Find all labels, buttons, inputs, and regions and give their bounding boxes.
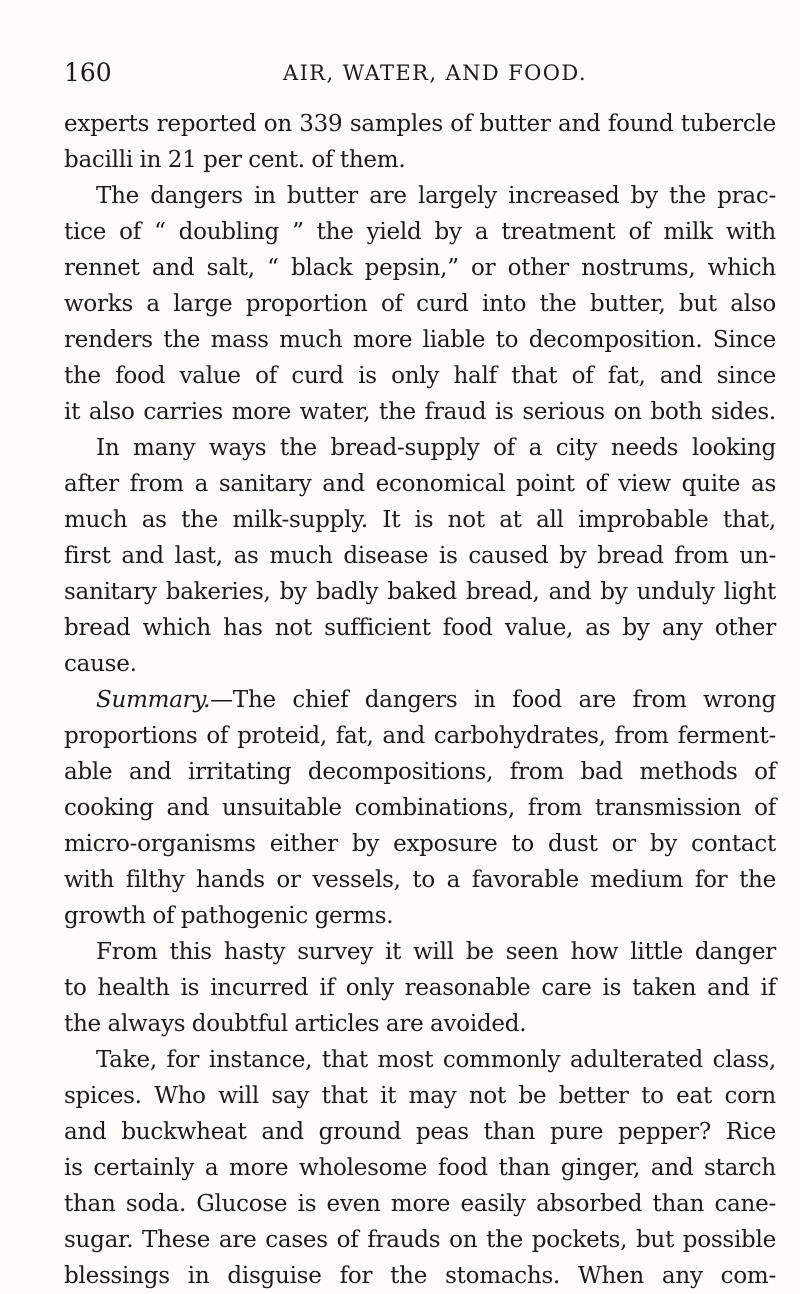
- text-line: renders the mass much more liable to decomposition. Since: [64, 327, 776, 353]
- text-line: the always doubtful articles are avoided.: [64, 1011, 527, 1037]
- text-line: cooking and unsuitable combinations, from transmission of: [64, 795, 776, 821]
- text-line: bacilli in 21 per cent. of them.: [64, 147, 406, 173]
- summary-text: —The chief dangers in food are from wrong: [210, 687, 776, 713]
- text-line: to health is incurred if only reasonable care is taken and if: [64, 975, 776, 1001]
- text-line: works a large proportion of curd into the butter, but also: [64, 291, 776, 317]
- text-line: Take, for instance, that most commonly adulterated class,: [96, 1047, 776, 1073]
- text-line: the food value of curd is only half that of fat, and since: [64, 363, 776, 389]
- body-text: [64, 106, 776, 1294]
- text-line: much as the milk-supply. It is not at all improbable that,: [64, 507, 776, 533]
- summary-lead: Summary.: [96, 687, 211, 713]
- text-line: blessings in disguise for the stomachs. When any com-: [64, 1263, 776, 1289]
- running-title: AIR, WATER, AND FOOD.: [283, 61, 587, 85]
- text-line: and buckwheat and ground peas than pure pepper? Rice: [64, 1119, 776, 1145]
- text-line: tice of “ doubling ” the yield by a treatment of milk with: [64, 219, 776, 245]
- text-line: experts reported on 339 samples of butter and found tubercle: [64, 111, 776, 137]
- text-line: In many ways the bread-supply of a city needs looking: [96, 435, 776, 461]
- text-line: From this hasty survey it will be seen how little danger: [96, 939, 776, 965]
- text-line: rennet and salt, “ black pepsin,” or other nostrums, which: [64, 255, 776, 281]
- page-header: [64, 56, 776, 90]
- text-line: sugar. These are cases of frauds on the pockets, but possible: [64, 1227, 776, 1253]
- text-line: than soda. Glucose is even more easily absorbed than cane-: [64, 1191, 776, 1217]
- text-line: able and irritating decompositions, from bad methods of: [64, 759, 776, 785]
- page-number: 160: [64, 58, 112, 87]
- text-line: bread which has not sufficient food value, as by any other: [64, 615, 776, 641]
- text-line: micro-organisms either by exposure to dust or by contact: [64, 831, 776, 857]
- text-line: it also carries more water, the fraud is serious on both sides.: [64, 399, 776, 425]
- text-line: sanitary bakeries, by badly baked bread, and by unduly light: [64, 579, 776, 605]
- text-line: with filthy hands or vessels, to a favorable medium for the: [64, 867, 776, 893]
- text-line: [64, 682, 776, 718]
- text-line: spices. Who will say that it may not be better to eat corn: [64, 1083, 776, 1109]
- text-line: proportions of proteid, fat, and carbohydrates, from ferment-: [64, 723, 776, 749]
- text-line: growth of pathogenic germs.: [64, 903, 394, 929]
- text-line: cause.: [64, 651, 137, 677]
- text-line: after from a sanitary and economical point of view quite as: [64, 471, 776, 497]
- text-line: The dangers in butter are largely increased by the prac-: [96, 183, 776, 209]
- text-line: is certainly a more wholesome food than ginger, and starch: [64, 1155, 776, 1181]
- text-line: first and last, as much disease is caused by bread from un-: [64, 543, 776, 569]
